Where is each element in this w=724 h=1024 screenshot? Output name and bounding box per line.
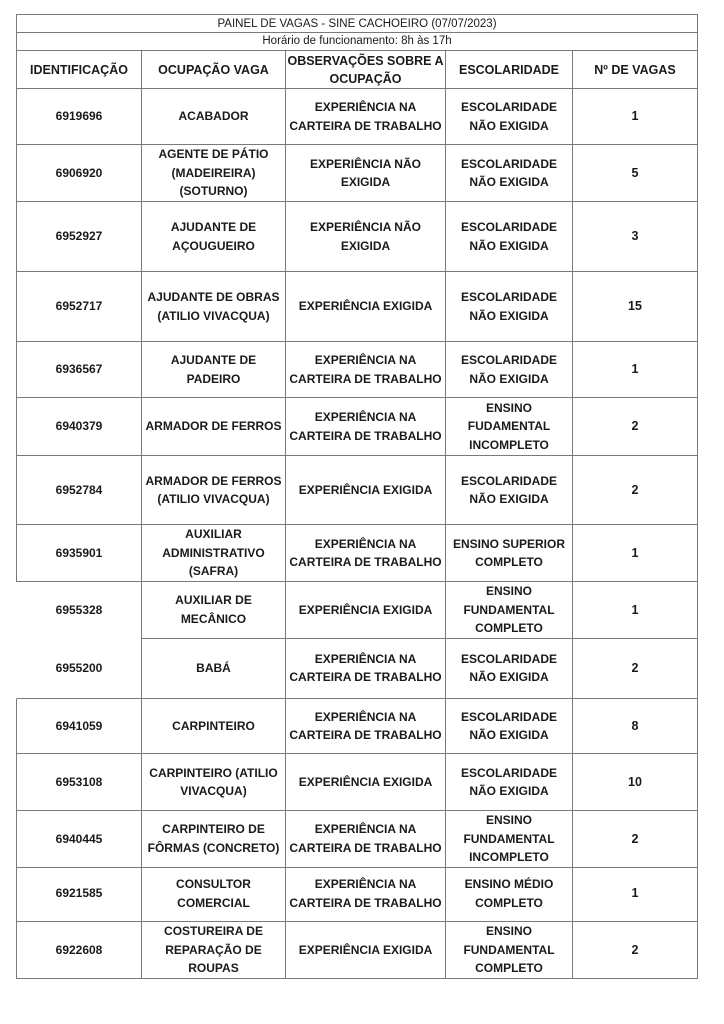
cell-escolaridade: ESCOLARIDADE NÃO EXIGIDA xyxy=(446,89,573,145)
cell-vagas: 1 xyxy=(573,582,698,639)
cell-identificacao: 6940445 xyxy=(16,811,142,868)
cell-observacoes: EXPERIÊNCIA NA CARTEIRA DE TRABALHO xyxy=(286,342,446,398)
table-row xyxy=(16,272,698,342)
table-row xyxy=(16,638,698,699)
table-row xyxy=(16,582,698,638)
cell-ocupacao: AJUDANTE DE PADEIRO xyxy=(142,342,286,398)
cell-escolaridade: ESCOLARIDADE NÃO EXIGIDA xyxy=(446,456,573,525)
cell-ocupacao: COSTUREIRA DE REPARAÇÃO DE ROUPAS xyxy=(142,922,286,979)
cell-identificacao: 6952784 xyxy=(16,456,142,525)
cell-vagas: 1 xyxy=(573,866,698,922)
cell-ocupacao: CONSULTOR COMERCIAL xyxy=(142,866,286,922)
cell-observacoes: EXPERIÊNCIA NA CARTEIRA DE TRABALHO xyxy=(286,699,446,754)
cell-observacoes: EXPERIÊNCIA NÃO EXIGIDA xyxy=(286,202,446,272)
table-title: PAINEL DE VAGAS - SINE CACHOEIRO (07/07/2023) xyxy=(16,14,698,33)
table-row xyxy=(16,456,698,525)
cell-identificacao: 6921585 xyxy=(16,866,142,922)
cell-escolaridade: ENSINO FUDAMENTAL INCOMPLETO xyxy=(446,398,573,456)
cell-escolaridade: ENSINO MÉDIO COMPLETO xyxy=(446,866,573,922)
cell-ocupacao: AGENTE DE PÁTIO (MADEIREIRA) (SOTURNO) xyxy=(142,145,286,202)
cell-identificacao: 6940379 xyxy=(16,398,142,456)
table-row xyxy=(16,699,698,754)
column-header-ocupacao: OCUPAÇÃO VAGA xyxy=(142,51,286,89)
cell-vagas: 2 xyxy=(573,456,698,525)
cell-ocupacao: ARMADOR DE FERROS (ATILIO VIVACQUA) xyxy=(142,456,286,525)
cell-observacoes: EXPERIÊNCIA NÃO EXIGIDA xyxy=(286,145,446,202)
cell-observacoes: EXPERIÊNCIA NA CARTEIRA DE TRABALHO xyxy=(286,638,446,699)
cell-escolaridade: ESCOLARIDADE NÃO EXIGIDA xyxy=(446,145,573,202)
column-header-escolaridade: ESCOLARIDADE xyxy=(446,51,573,89)
table-row xyxy=(16,202,698,272)
cell-escolaridade: ESCOLARIDADE NÃO EXIGIDA xyxy=(446,638,573,699)
table-header-row xyxy=(16,51,698,89)
cell-identificacao: 6936567 xyxy=(16,342,142,398)
cell-ocupacao: CARPINTEIRO (ATILIO VIVACQUA) xyxy=(142,754,286,811)
cell-vagas: 1 xyxy=(573,89,698,145)
table-row xyxy=(16,525,698,582)
cell-escolaridade: ESCOLARIDADE NÃO EXIGIDA xyxy=(446,342,573,398)
cell-vagas: 8 xyxy=(573,699,698,754)
cell-identificacao: 6941059 xyxy=(16,699,142,754)
cell-escolaridade: ENSINO SUPERIOR COMPLETO xyxy=(446,525,573,582)
cell-vagas: 15 xyxy=(573,272,698,342)
cell-observacoes: EXPERIÊNCIA NA CARTEIRA DE TRABALHO xyxy=(286,866,446,922)
cell-identificacao: 6952927 xyxy=(16,202,142,272)
table-subtitle: Horário de funcionamento: 8h às 17h xyxy=(16,32,698,51)
cell-vagas: 2 xyxy=(573,811,698,868)
table-row xyxy=(16,754,698,811)
cell-escolaridade: ESCOLARIDADE NÃO EXIGIDA xyxy=(446,272,573,342)
cell-observacoes: EXPERIÊNCIA EXIGIDA xyxy=(286,754,446,811)
table-row xyxy=(16,866,698,922)
cell-identificacao: 6953108 xyxy=(16,754,142,811)
cell-ocupacao: CARPINTEIRO xyxy=(142,699,286,754)
column-header-observacoes: OBSERVAÇÕES SOBRE A OCUPAÇÃO xyxy=(286,51,446,89)
cell-identificacao: 6906920 xyxy=(16,145,142,202)
cell-ocupacao: AJUDANTE DE AÇOUGUEIRO xyxy=(142,202,286,272)
column-header-identificacao: IDENTIFICAÇÃO xyxy=(16,51,142,89)
cell-escolaridade: ESCOLARIDADE NÃO EXIGIDA xyxy=(446,699,573,754)
cell-ocupacao: ACABADOR xyxy=(142,89,286,145)
cell-ocupacao: AUXILIAR DE MECÂNICO xyxy=(142,582,286,639)
cell-escolaridade: ESCOLARIDADE NÃO EXIGIDA xyxy=(446,754,573,811)
cell-ocupacao: AJUDANTE DE OBRAS (ATILIO VIVACQUA) xyxy=(142,272,286,342)
cell-vagas: 10 xyxy=(573,754,698,811)
cell-observacoes: EXPERIÊNCIA NA CARTEIRA DE TRABALHO xyxy=(286,89,446,145)
cell-vagas: 2 xyxy=(573,398,698,456)
cell-ocupacao: AUXILIAR ADMINISTRATIVO (SAFRA) xyxy=(142,525,286,582)
cell-vagas: 1 xyxy=(573,525,698,582)
cell-vagas: 3 xyxy=(573,202,698,272)
cell-observacoes: EXPERIÊNCIA NA CARTEIRA DE TRABALHO xyxy=(286,398,446,456)
cell-ocupacao: BABÁ xyxy=(142,638,286,699)
cell-vagas: 1 xyxy=(573,342,698,398)
cell-observacoes: EXPERIÊNCIA EXIGIDA xyxy=(286,272,446,342)
cell-escolaridade: ESCOLARIDADE NÃO EXIGIDA xyxy=(446,202,573,272)
cell-vagas: 2 xyxy=(573,638,698,699)
cell-identificacao: 6919696 xyxy=(16,89,142,145)
table-row xyxy=(16,342,698,398)
table-row xyxy=(16,145,698,202)
cell-ocupacao: ARMADOR DE FERROS xyxy=(142,398,286,456)
cell-observacoes: EXPERIÊNCIA EXIGIDA xyxy=(286,582,446,639)
table-row xyxy=(16,398,698,456)
table-row xyxy=(16,922,698,979)
cell-escolaridade: ENSINO FUNDAMENTAL COMPLETO xyxy=(446,922,573,979)
cell-observacoes: EXPERIÊNCIA NA CARTEIRA DE TRABALHO xyxy=(286,525,446,582)
table-row xyxy=(16,811,698,866)
cell-escolaridade: ENSINO FUNDAMENTAL COMPLETO xyxy=(446,582,573,639)
cell-identificacao: 6955200 xyxy=(16,638,142,699)
cell-observacoes: EXPERIÊNCIA NA CARTEIRA DE TRABALHO xyxy=(286,811,446,868)
cell-identificacao: 6935901 xyxy=(16,525,142,582)
cell-escolaridade: ENSINO FUNDAMENTAL INCOMPLETO xyxy=(446,811,573,868)
cell-identificacao: 6922608 xyxy=(16,922,142,979)
cell-ocupacao: CARPINTEIRO DE FÔRMAS (CONCRETO) xyxy=(142,811,286,868)
cell-observacoes: EXPERIÊNCIA EXIGIDA xyxy=(286,456,446,525)
cell-identificacao: 6955328 xyxy=(16,582,142,639)
cell-observacoes: EXPERIÊNCIA EXIGIDA xyxy=(286,922,446,979)
column-header-vagas: Nº DE VAGAS xyxy=(573,51,698,89)
table-row xyxy=(16,89,698,145)
cell-vagas: 5 xyxy=(573,145,698,202)
cell-vagas: 2 xyxy=(573,922,698,979)
cell-identificacao: 6952717 xyxy=(16,272,142,342)
